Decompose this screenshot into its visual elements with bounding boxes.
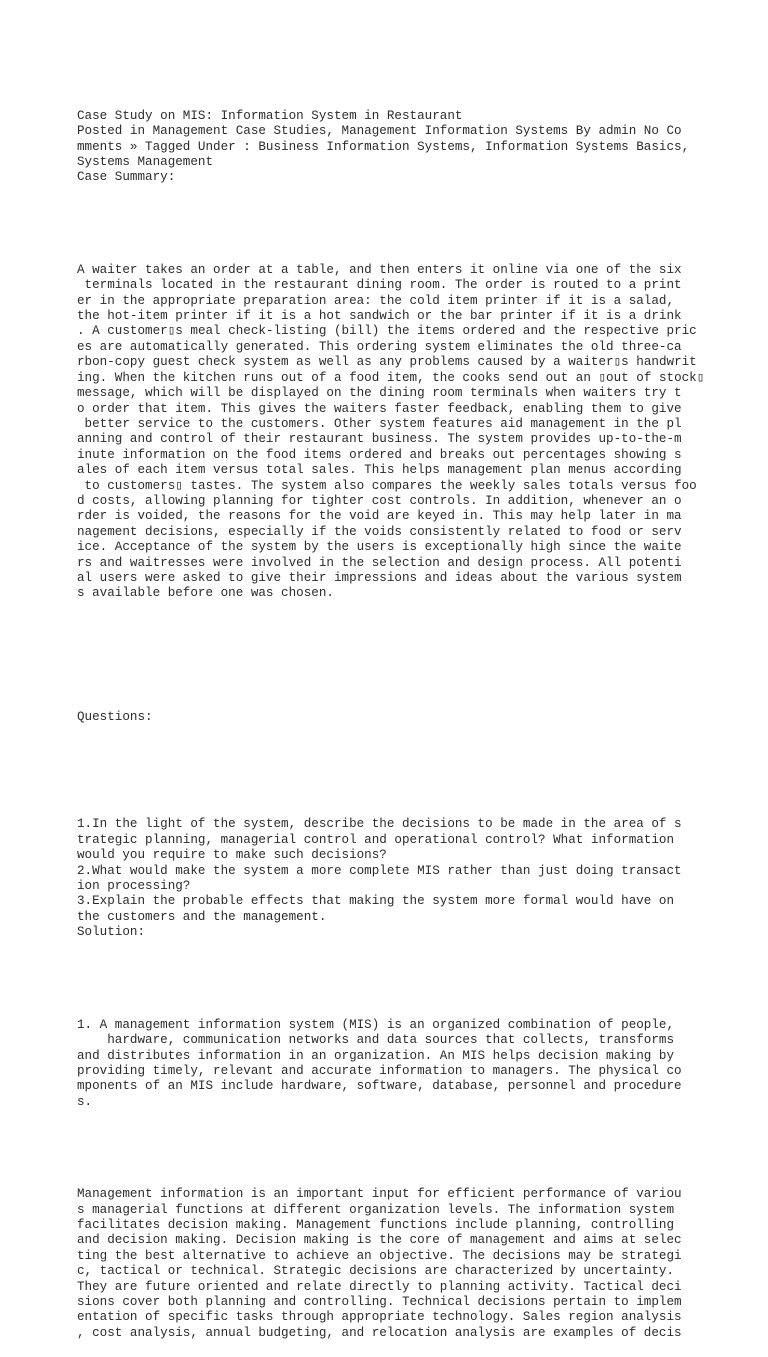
- case-summary-paragraph: [77, 263, 717, 602]
- text-line: A waiter takes an order at a table, and then enters it online via one of the six: [77, 262, 682, 277]
- text-line: facilitates decision making. Management functions include planning, controlling: [77, 1217, 675, 1232]
- text-line: er in the appropriate preparation area: the cold item printer if it is a salad,: [77, 293, 675, 308]
- spacer: [77, 217, 717, 232]
- text-line: rder is voided, the reasons for the void are keyed in. This may help later in ma: [77, 509, 682, 524]
- text-line: They are future oriented and relate directly to planning activity. Tactical deci: [77, 1279, 682, 1294]
- text-line: ion processing?: [77, 879, 191, 894]
- text-line: ing. When the kitchen runs out of a food item, the cooks send out an ▯out of stock▯: [77, 370, 705, 385]
- text-line: terminals located in the restaurant dining room. The order is routed to a print: [77, 278, 682, 293]
- text-line: message, which will be displayed on the dining room terminals when waiters try t: [77, 386, 682, 401]
- spacer: [77, 1141, 717, 1156]
- text-line: rbon-copy guest check system as well as any problems caused by a waiter▯s handwrit: [77, 355, 697, 370]
- text-line: inute information on the food items ordered and breaks out percentages showing s: [77, 447, 682, 462]
- text-line: and distributes information in an organization. An MIS helps decision making by: [77, 1048, 675, 1063]
- text-line: Case Summary:: [77, 170, 176, 185]
- text-line: hardware, communication networks and data sources that collects, transforms: [77, 1033, 675, 1048]
- solution-paragraph-1: [77, 1018, 717, 1110]
- text-line: Solution:: [77, 925, 146, 940]
- text-line: ting the best alternative to achieve an objective. The decisions may be strategi: [77, 1248, 682, 1263]
- text-line: 3.Explain the probable effects that making the system more formal would have on: [77, 894, 675, 909]
- text-line: to customers▯ tastes. The system also compares the weekly sales totals versus foo: [77, 478, 697, 493]
- text-line: providing timely, relevant and accurate information to managers. The physical co: [77, 1063, 682, 1078]
- text-line: mments » Tagged Under : Business Information Systems, Information Systems Basics,: [77, 139, 690, 154]
- text-line: trategic planning, managerial control and operational control? What information: [77, 832, 675, 847]
- text-line: rs and waitresses were involved in the selection and design process. All potenti: [77, 555, 682, 570]
- text-line: anning and control of their restaurant business. The system provides up-to-the-m: [77, 432, 682, 447]
- text-line: the hot-item printer if it is a hot sandwich or the bar printer if it is a drink: [77, 309, 682, 324]
- questions-list: [77, 817, 717, 940]
- text-line: the customers and the management.: [77, 909, 327, 924]
- text-line: entation of specific tasks through appropriate technology. Sales region analysis: [77, 1310, 682, 1325]
- text-line: Management information is an important input for efficient performance of variou: [77, 1187, 682, 1202]
- text-line: . A customer▯s meal check-listing (bill) the items ordered and the respective pric: [77, 324, 697, 339]
- text-line: sions cover both planning and controlling. Technical decisions pertain to implem: [77, 1295, 682, 1309]
- text-line: Posted in Management Case Studies, Management Information Systems By admin No Co: [77, 124, 682, 139]
- text-line: ice. Acceptance of the system by the users is exceptionally high since the waite: [77, 540, 682, 555]
- spacer: [77, 972, 717, 987]
- article-header: [77, 109, 717, 186]
- text-line: s.: [77, 1094, 93, 1109]
- document-page: [77, 78, 717, 1357]
- text-line: c, tactical or technical. Strategic decisions are characterized by uncertainty.: [77, 1264, 675, 1279]
- text-line: s available before one was chosen.: [77, 586, 334, 601]
- text-line: would you require to make such decisions?: [77, 848, 387, 863]
- text-line: better service to the customers. Other system features aid management in the pl: [77, 416, 682, 431]
- text-line: and decision making. Decision making is the core of management and aims at selec: [77, 1233, 682, 1248]
- text-line: d costs, allowing planning for tighter cost controls. In addition, whenever an o: [77, 493, 682, 508]
- text-line: 2.What would make the system a more complete MIS rather than just doing transact: [77, 863, 682, 878]
- text-line: , cost analysis, annual budgeting, and relocation analysis are examples of decis: [77, 1325, 682, 1340]
- text-line: es are automatically generated. This ordering system eliminates the old three-ca: [77, 339, 682, 354]
- text-line: nagement decisions, especially if the voids consistently related to food or serv: [77, 524, 682, 539]
- questions-heading: Questions:: [77, 709, 153, 724]
- text-line: mponents of an MIS include hardware, software, database, personnel and procedure: [77, 1079, 682, 1094]
- text-line: 1.In the light of the system, describe the decisions to be made in the area of s: [77, 817, 682, 832]
- text-line: Systems Management: [77, 155, 214, 170]
- text-line: s managerial functions at different organization levels. The information system: [77, 1202, 675, 1217]
- text-line: o order that item. This gives the waiters faster feedback, enabling them to give: [77, 401, 682, 416]
- text-line: 1. A management information system (MIS) is an organized combination of people,: [77, 1017, 675, 1032]
- spacer: [77, 633, 717, 679]
- solution-paragraph-2: [77, 1187, 717, 1341]
- spacer: [77, 756, 717, 787]
- text-line: ales of each item versus total sales. This helps management plan menus according: [77, 463, 682, 478]
- text-line: al users were asked to give their impressions and ideas about the various system: [77, 570, 682, 585]
- text-line: Case Study on MIS: Information System in Restaurant: [77, 108, 463, 123]
